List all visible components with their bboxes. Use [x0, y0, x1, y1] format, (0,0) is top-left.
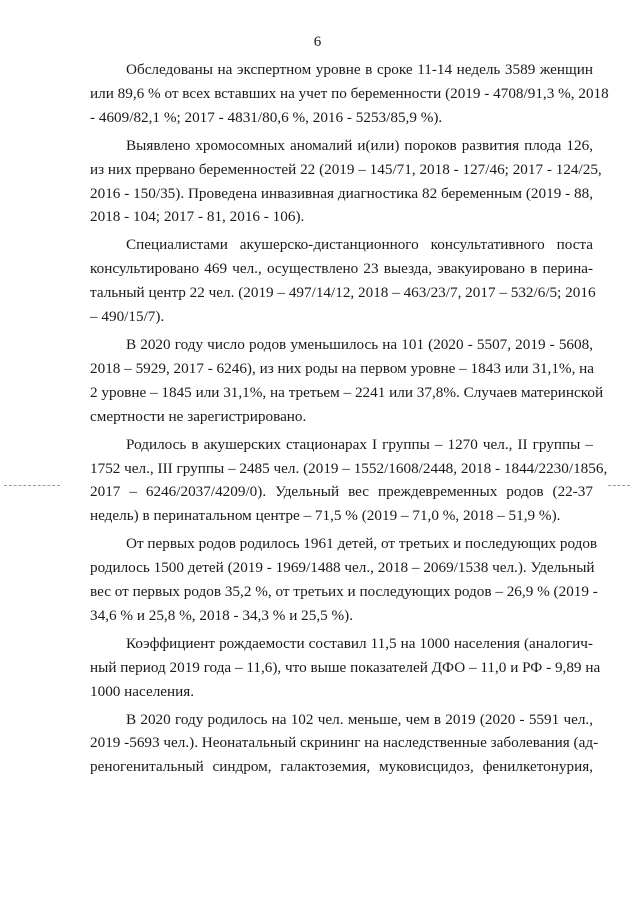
text-line: консультировано 469 чел., осуществлено 23 выезда, эвакуировано в перина- [90, 260, 593, 278]
scan-artifact-right [608, 485, 630, 487]
paragraph [90, 532, 598, 628]
text-line: 2018 – 5929, 2017 - 6246), из них роды на первом уровне – 1843 или 31,1%, на [90, 359, 595, 377]
text-line: недель) в перинатальном центре – 71,5 % (2019 – 71,0 %, 2018 – 51,9 %). [90, 507, 561, 525]
text-line: родилось 1500 детей (2019 - 1969/1488 чел., 2018 – 2069/1538 чел.). Удельный [90, 559, 595, 577]
text-line: реногенитальный синдром, галактоземия, муковисцидоз, фенилкетонурия, [90, 758, 593, 776]
text-line: Коэффициент рождаемости составил 11,5 на 1000 населения (аналогич- [126, 634, 593, 652]
paragraph [90, 632, 601, 704]
paragraph [90, 233, 596, 329]
text-line: Родилось в акушерских стационарах I группы – 1270 чел., II группы – [126, 435, 593, 453]
text-line: или 89,6 % от всех вставших на учет по беременности (2019 - 4708/91,3 %, 2018 [90, 84, 609, 102]
document-body [90, 58, 609, 783]
paragraph [90, 58, 609, 130]
paragraph [90, 333, 604, 429]
text-line: тальный центр 22 чел. (2019 – 497/14/12, 2018 – 463/23/7, 2017 – 532/6/5; 2016 [90, 284, 596, 302]
text-line: От первых родов родилось 1961 детей, от третьих и последующих родов [126, 535, 598, 553]
paragraph [90, 134, 602, 230]
text-line: 2018 - 104; 2017 - 81, 2016 - 106). [90, 208, 305, 226]
paragraph [90, 433, 608, 529]
text-line: вес от первых родов 35,2 %, от третьих и последующих родов – 26,9 % (2019 - [90, 583, 598, 601]
text-line: Обследованы на экспертном уровне в сроке 11-14 недель 3589 женщин [126, 61, 593, 78]
text-line: ный период 2019 года – 11,6), что выше показателей ДФО – 11,0 и РФ - 9,89 на [90, 658, 601, 676]
text-line: Выявлено хромосомных аномалий и(или) пороков развития плода 126, [126, 136, 593, 154]
text-line: Специалистами акушерско-дистанционного консультативного поста [126, 236, 593, 254]
page-number: 6 [313, 34, 322, 50]
text-line: 2016 - 150/35). Проведена инвазивная диагностика 82 беременным (2019 - 88, [90, 184, 593, 202]
text-line: В 2020 году родилось на 102 чел. меньше, чем в 2019 (2020 - 5591 чел., [126, 710, 593, 728]
text-line: В 2020 году число родов уменьшилось на 101 (2020 - 5507, 2019 - 5608, [126, 335, 593, 353]
text-line: 34,6 % и 25,8 %, 2018 - 34,3 % и 25,5 %). [90, 606, 354, 624]
text-line: 1000 населения. [90, 682, 195, 700]
text-line: 2017 – 6246/2037/4209/0). Удельный вес преждевременных родов (22-37 [90, 483, 593, 501]
text-line: 1752 чел., III группы – 2485 чел. (2019 – 1552/1608/2448, 2018 - 1844/2230/1856, [90, 459, 608, 477]
text-line: – 490/15/7). [90, 308, 165, 326]
text-line: 2 уровне – 1845 или 31,1%, на третьем – 2241 или 37,8%. Случаев материнской [90, 383, 604, 401]
text-line: смертности не зарегистрировано. [90, 407, 307, 425]
text-line: - 4609/82,1 %; 2017 - 4831/80,6 %, 2016 - 5253/85,9 %). [90, 108, 443, 126]
paragraph [90, 708, 599, 780]
scan-artifact-left [4, 485, 60, 487]
text-line: 2019 -5693 чел.). Неонатальный скрининг на наследственные заболевания (ад- [90, 734, 599, 752]
text-line: из них прервано беременностей 22 (2019 – 145/71, 2018 - 127/46; 2017 - 124/25, [90, 160, 602, 178]
